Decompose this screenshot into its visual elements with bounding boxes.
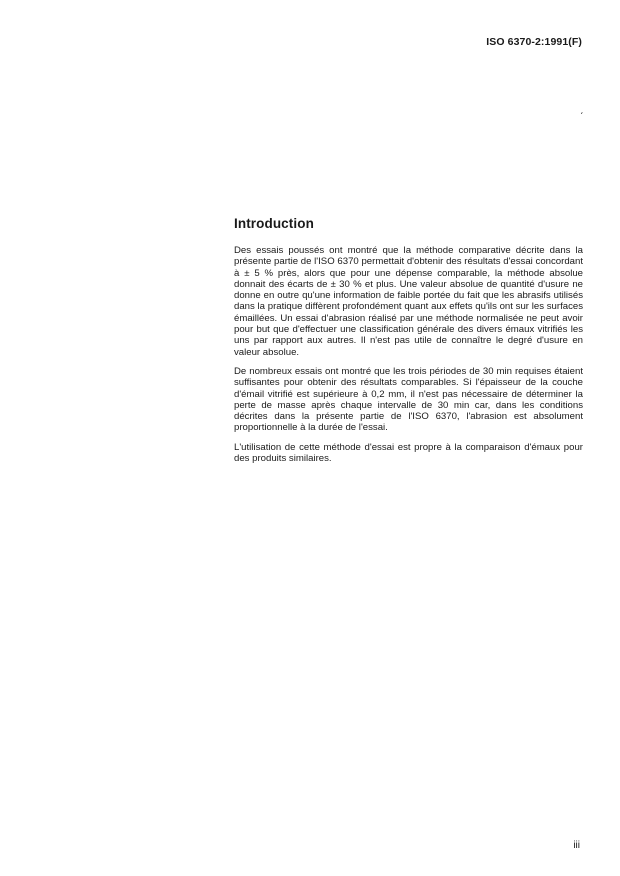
document-reference: ISO 6370-2:1991(F) [486,36,582,48]
paragraph-3: L'utilisation de cette méthode d'essai est propre à la comparaison d'émaux pour des produits similaires. [234,441,583,465]
section-title: Introduction [234,216,314,231]
paragraph-2: De nombreux essais ont montré que les trois périodes de 30 min requises étaient suffisantes pour obtenir des résultats comparables. Si l'épaisseur de la couche d'émail vitrifié est supérieure à 0,2 mm, il n'est pas nécessaire de déterminer la perte de masse après chaque intervalle de 30 min car, dans les conditions décrites dans la présente partie de l'ISO 6370, l'abrasion est absolument proportionnelle à la durée de l'essai. [234,365,583,434]
stray-mark: ˊ [580,112,584,123]
paragraph-1: Des essais poussés ont montré que la méthode comparative décrite dans la présente partie de l'ISO 6370 permettait d'obtenir des résultats d'essai concordant à ± 5 % près, alors que pour une dépense comparable, la méthode absolue donnait des écarts de ± 30 % et plus. Une valeur absolue de quantité d'usure ne donne en outre qu'une information de faible portée du fait que les abrasifs utilisés dans la pratique diffèrent profondément quant aux effets qu'ils ont sur les surfaces émaillées. Un essai d'abrasion réalisé par une méthode normalisée ne peut avoir pour but que d'effectuer une classification générale des divers émaux vitrifiés les uns par rapport aux autres. Il n'est pas utile de connaître le degré d'usure en valeur absolue. [234,245,583,358]
introduction-section [234,216,583,472]
page-number: iii [573,840,580,851]
